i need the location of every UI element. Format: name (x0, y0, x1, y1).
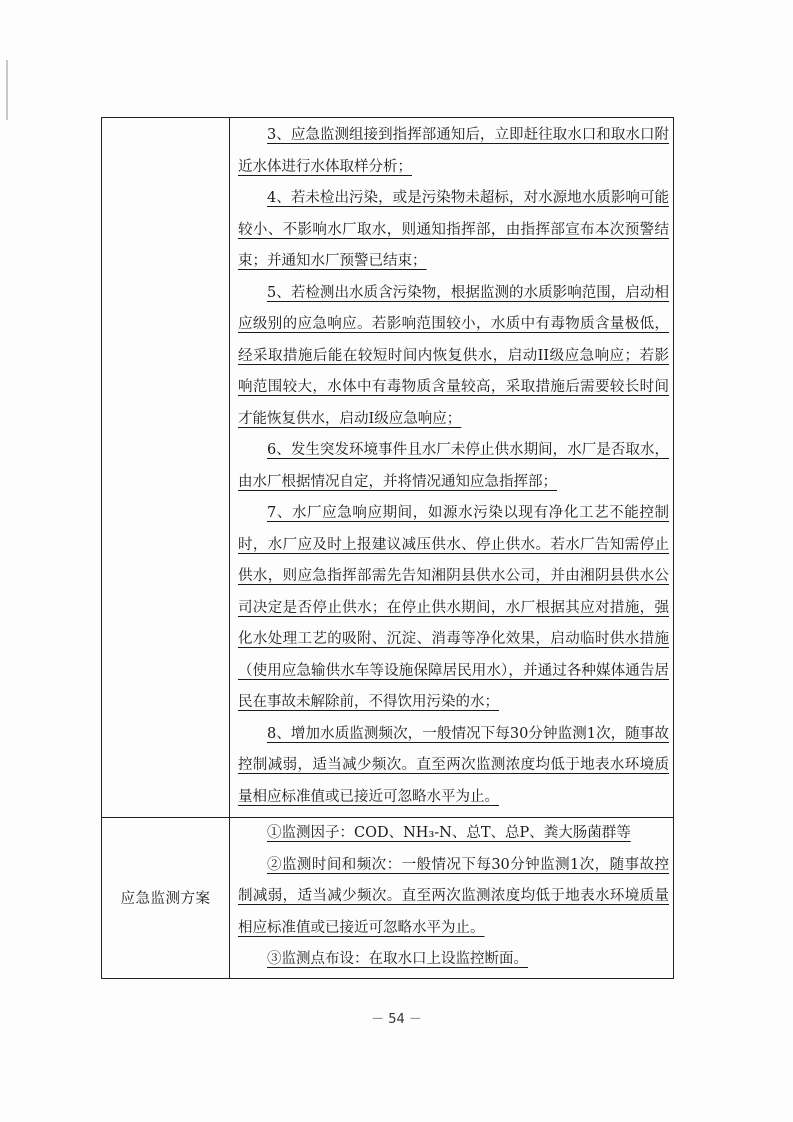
row1-content-cell (230, 118, 674, 818)
row1-content (230, 118, 673, 817)
row1-label-cell (102, 118, 230, 818)
table-row (102, 118, 674, 818)
page-number: － 54 － (371, 1012, 422, 1027)
paragraph-step-6: 6、发生突发环境事件且水厂未停止供水期间，水厂是否取水，由水厂根据情况自定，并将情况通知应急指挥部； (238, 442, 669, 490)
paragraph-monitoring-points: ③监测点布设：在取水口上设监控断面。 (267, 951, 528, 967)
monitoring-plan-label: 应急监测方案 (120, 891, 211, 908)
row2-label-cell (102, 818, 230, 979)
emergency-plan-table (101, 117, 674, 979)
scan-edge-mark (6, 60, 8, 120)
table-row (102, 818, 674, 979)
paragraph-step-8: 8、增加水质监测频次，一般情况下每30分钟监测1次，随事故控制减弱，适当减少频次。直至两次监测浓度均低于地表水环境质量相应标准值或已接近可忽略水平为止。 (238, 725, 669, 805)
paragraph-step-5: 5、若检测出水质含污染物，根据监测的水质影响范围，启动相应级别的应急响应。若影响范围较小，水质中有毒物质含量极低，经采取措施后能在较短时间内恢复供水，启动II级应急响应；若影响范围较大，水体中有毒物质含量较高，采取措施后需要较长时间才能恢复供水，启动I级应急响应； (238, 284, 669, 427)
paragraph-monitoring-factors: ①监测因子：COD、NH₃-N、总T、总P、粪大肠菌群等 (267, 825, 631, 841)
row2-content-cell (230, 818, 674, 979)
row2-content (230, 818, 673, 978)
paragraph-monitoring-frequency: ②监测时间和频次：一般情况下每30分钟监测1次，随事故控制减弱，适当减少频次。直至两次监测浓度均低于地表水环境质量相应标准值或已接近可忽略水平为止。 (238, 856, 669, 936)
paragraph-step-7: 7、水厂应急响应期间，如源水污染以现有净化工艺不能控制时，水厂应及时上报建议减压供水、停止供水。若水厂告知需停止供水，则应急指挥部需先告知湘阴县供水公司，并由湘阴县供水公司决定是否停止供水；在停止供水期间，水厂根据其应对措施，强化水处理工艺的吸附、沉淀、消毒等净化效果，启动临时供水措施（使用应急输供水车等设施保障居民用水），并通过各种媒体通告居民在事故未解除前，不得饮用污染的水； (238, 505, 669, 710)
paragraph-step-4: 4、若未检出污染，或是污染物未超标，对水源地水质影响可能较小、不影响水厂取水，则通知指挥部，由指挥部宣布本次预警结束；并通知水厂预警已结束； (238, 190, 669, 269)
paragraph-step-3: 3、应急监测组接到指挥部通知后，立即赶往取水口和取水口附近水体进行水体取样分析； (238, 127, 669, 175)
